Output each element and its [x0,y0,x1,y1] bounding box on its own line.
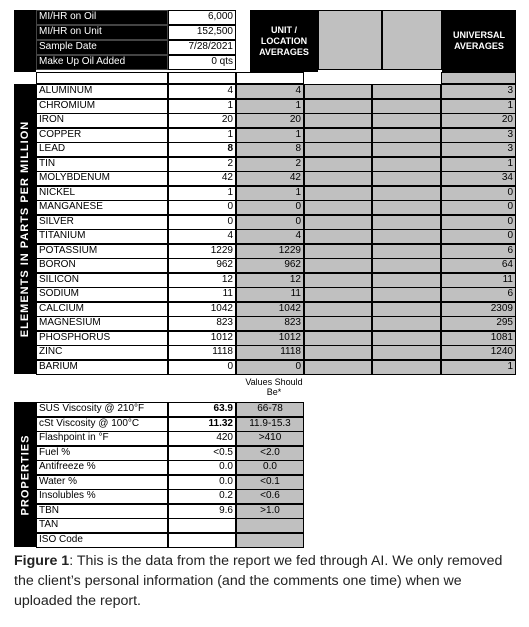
element-blank-col-2 [372,99,441,114]
universal-heading-text: UNIVERSAL AVERAGES [452,30,505,51]
element-value: 8 [168,142,236,157]
element-blank-col-1 [304,302,372,317]
property-row [36,533,306,548]
property-name: Water % [36,475,168,490]
header-row [36,25,250,40]
element-row [36,200,516,215]
element-universal-average: 20 [441,113,516,128]
element-blank-col-2 [372,316,441,331]
element-row [36,360,516,375]
header-row-value: 152,500 [168,25,236,40]
element-name: SILICON [36,273,168,288]
header-row-value: 0 qts [168,55,236,70]
element-row [36,113,516,128]
property-name: ISO Code [36,533,168,548]
property-value: 420 [168,431,236,446]
property-value [168,533,236,548]
element-row [36,99,516,114]
element-name: CHROMIUM [36,99,168,114]
element-value: 11 [168,287,236,302]
element-blank-col-1 [304,215,372,230]
element-row [36,331,516,346]
element-row [36,244,516,259]
property-should-be: <0.1 [236,475,304,490]
property-name: TBN [36,504,168,519]
element-blank-col-2 [372,244,441,259]
element-row [36,171,516,186]
header-row-label: MI/HR on Unit [36,25,168,40]
element-name: ZINC [36,345,168,360]
element-blank-col-1 [304,128,372,143]
property-should-be: <2.0 [236,446,304,461]
property-value: <0.5 [168,446,236,461]
unit-location-averages-heading [250,10,318,72]
values-should-be-heading [240,377,308,397]
element-unit-average: 42 [236,171,304,186]
element-blank-col-2 [372,200,441,215]
element-row [36,345,516,360]
header-left-strip [14,10,36,72]
property-row [36,518,306,533]
caption-prefix: Figure 1 [14,553,70,569]
element-name: MOLYBDENUM [36,171,168,186]
caption-text: : This is the data from the report we fed through AI. We only removed the client’s personal information (and the comments one time) when we uploaded the report. [14,553,503,609]
element-value: 1229 [168,244,236,259]
element-universal-average: 3 [441,142,516,157]
element-value: 0 [168,360,236,375]
properties-vertical-label [14,402,36,547]
element-value: 0 [168,215,236,230]
element-blank-col-1 [304,229,372,244]
properties-table [36,402,306,547]
header-row-value: 6,000 [168,10,236,25]
property-should-be: >1.0 [236,504,304,519]
element-row [36,215,516,230]
report-header [14,10,516,72]
element-blank-col-2 [372,287,441,302]
element-blank-col-1 [304,157,372,172]
property-row [36,504,306,519]
property-should-be: 11.9-15.3 [236,417,304,432]
element-unit-average: 1012 [236,331,304,346]
property-name: Insolubles % [36,489,168,504]
element-universal-average: 11 [441,273,516,288]
property-value: 0.2 [168,489,236,504]
element-universal-average: 2309 [441,302,516,317]
element-name: MANGANESE [36,200,168,215]
element-blank-col-1 [304,171,372,186]
element-universal-average: 3 [441,128,516,143]
element-universal-average: 0 [441,215,516,230]
element-universal-average: 1240 [441,345,516,360]
element-blank-col-2 [372,84,441,99]
element-universal-average: 1 [441,157,516,172]
unit-heading-text: UNIT / LOCATION AVERAGES [259,24,309,57]
element-unit-average: 0 [236,215,304,230]
element-blank-col-1 [304,331,372,346]
element-unit-average: 11 [236,287,304,302]
element-row [36,157,516,172]
property-row [36,460,306,475]
property-value: 11.32 [168,417,236,432]
element-name: SODIUM [36,287,168,302]
element-blank-col-2 [372,302,441,317]
header-row-label: Make Up Oil Added [36,55,168,70]
element-universal-average: 0 [441,200,516,215]
universal-averages-heading [442,10,516,72]
header-row [36,55,250,70]
element-blank-col-1 [304,142,372,157]
spacer-row [36,72,516,84]
element-value: 0 [168,200,236,215]
element-unit-average: 4 [236,84,304,99]
element-unit-average: 823 [236,316,304,331]
element-blank-col-1 [304,84,372,99]
element-blank-col-2 [372,345,441,360]
element-universal-average: 1081 [441,331,516,346]
element-blank-col-1 [304,186,372,201]
element-unit-average: 12 [236,273,304,288]
element-blank-col-1 [304,345,372,360]
element-blank-col-1 [304,287,372,302]
element-value: 1042 [168,302,236,317]
element-row [36,229,516,244]
header-row-label: Sample Date [36,40,168,55]
element-row [36,258,516,273]
element-blank-col-2 [372,273,441,288]
property-name: Flashpoint in °F [36,431,168,446]
element-value: 12 [168,273,236,288]
element-value: 1 [168,128,236,143]
element-unit-average: 0 [236,360,304,375]
element-unit-average: 962 [236,258,304,273]
element-blank-col-1 [304,99,372,114]
element-unit-average: 4 [236,229,304,244]
element-unit-average: 1 [236,128,304,143]
element-name: SILVER [36,215,168,230]
header-row-label: MI/HR on Oil [36,10,168,25]
element-blank-col-2 [372,215,441,230]
element-blank-col-1 [304,273,372,288]
element-value: 2 [168,157,236,172]
element-unit-average: 1 [236,99,304,114]
property-name: TAN [36,518,168,533]
element-blank-col-2 [372,142,441,157]
element-blank-col-2 [372,171,441,186]
element-universal-average: 0 [441,229,516,244]
element-blank-col-1 [304,360,372,375]
property-should-be: 0.0 [236,460,304,475]
header-gray-block-2 [382,10,442,70]
element-row [36,142,516,157]
property-value: 0.0 [168,460,236,475]
element-universal-average: 6 [441,244,516,259]
property-row [36,417,306,432]
property-value: 0.0 [168,475,236,490]
property-name: cSt Viscosity @ 100°C [36,417,168,432]
element-blank-col-2 [372,331,441,346]
property-row [36,431,306,446]
element-value: 4 [168,229,236,244]
property-row [36,475,306,490]
property-should-be: 66-78 [236,402,304,417]
element-name: POTASSIUM [36,244,168,259]
element-name: TIN [36,157,168,172]
element-name: COPPER [36,128,168,143]
element-value: 1 [168,186,236,201]
element-unit-average: 1118 [236,345,304,360]
element-name: LEAD [36,142,168,157]
property-row [36,446,306,461]
element-value: 1012 [168,331,236,346]
element-universal-average: 3 [441,84,516,99]
element-universal-average: 0 [441,186,516,201]
property-row [36,489,306,504]
element-row [36,316,516,331]
element-row [36,128,516,143]
properties-label-text: PROPERTIES [19,434,31,515]
element-blank-col-2 [372,186,441,201]
element-value: 962 [168,258,236,273]
element-unit-average: 0 [236,200,304,215]
element-name: TITANIUM [36,229,168,244]
property-should-be [236,533,304,548]
element-row [36,273,516,288]
element-unit-average: 1229 [236,244,304,259]
header-gray-block-1 [318,10,382,70]
element-value: 823 [168,316,236,331]
element-universal-average: 1 [441,360,516,375]
element-blank-col-1 [304,316,372,331]
element-name: PHOSPHORUS [36,331,168,346]
elements-table [36,84,516,374]
element-universal-average: 64 [441,258,516,273]
element-blank-col-2 [372,229,441,244]
element-unit-average: 2 [236,157,304,172]
element-blank-col-1 [304,244,372,259]
property-should-be: >410 [236,431,304,446]
element-row [36,84,516,99]
element-name: NICKEL [36,186,168,201]
element-name: BORON [36,258,168,273]
element-unit-average: 1 [236,186,304,201]
figure-caption [14,551,519,611]
property-row [36,402,306,417]
element-name: IRON [36,113,168,128]
header-row-value: 7/28/2021 [168,40,236,55]
element-unit-average: 20 [236,113,304,128]
element-row [36,287,516,302]
header-rows [36,10,250,70]
element-blank-col-2 [372,128,441,143]
element-name: BARIUM [36,360,168,375]
element-blank-col-2 [372,360,441,375]
values-should-be-text: Values Should Be* [245,377,303,397]
property-name: Antifreeze % [36,460,168,475]
element-universal-average: 34 [441,171,516,186]
element-unit-average: 8 [236,142,304,157]
property-should-be: <0.6 [236,489,304,504]
element-row [36,302,516,317]
element-unit-average: 1042 [236,302,304,317]
elements-vertical-label [14,84,36,374]
property-should-be [236,518,304,533]
element-name: MAGNESIUM [36,316,168,331]
element-row [36,186,516,201]
element-universal-average: 6 [441,287,516,302]
element-value: 4 [168,84,236,99]
element-universal-average: 1 [441,99,516,114]
element-name: ALUMINUM [36,84,168,99]
header-row [36,10,250,25]
property-name: SUS Viscosity @ 210°F [36,402,168,417]
element-universal-average: 295 [441,316,516,331]
element-name: CALCIUM [36,302,168,317]
element-blank-col-2 [372,157,441,172]
element-value: 1118 [168,345,236,360]
element-blank-col-1 [304,113,372,128]
element-value: 20 [168,113,236,128]
element-blank-col-2 [372,258,441,273]
element-blank-col-2 [372,113,441,128]
element-blank-col-1 [304,200,372,215]
property-value: 9.6 [168,504,236,519]
property-value: 63.9 [168,402,236,417]
header-row [36,40,250,55]
property-value [168,518,236,533]
property-name: Fuel % [36,446,168,461]
element-value: 1 [168,99,236,114]
element-blank-col-1 [304,258,372,273]
element-value: 42 [168,171,236,186]
elements-label-text: ELEMENTS IN PARTS PER MILLION [19,120,32,338]
